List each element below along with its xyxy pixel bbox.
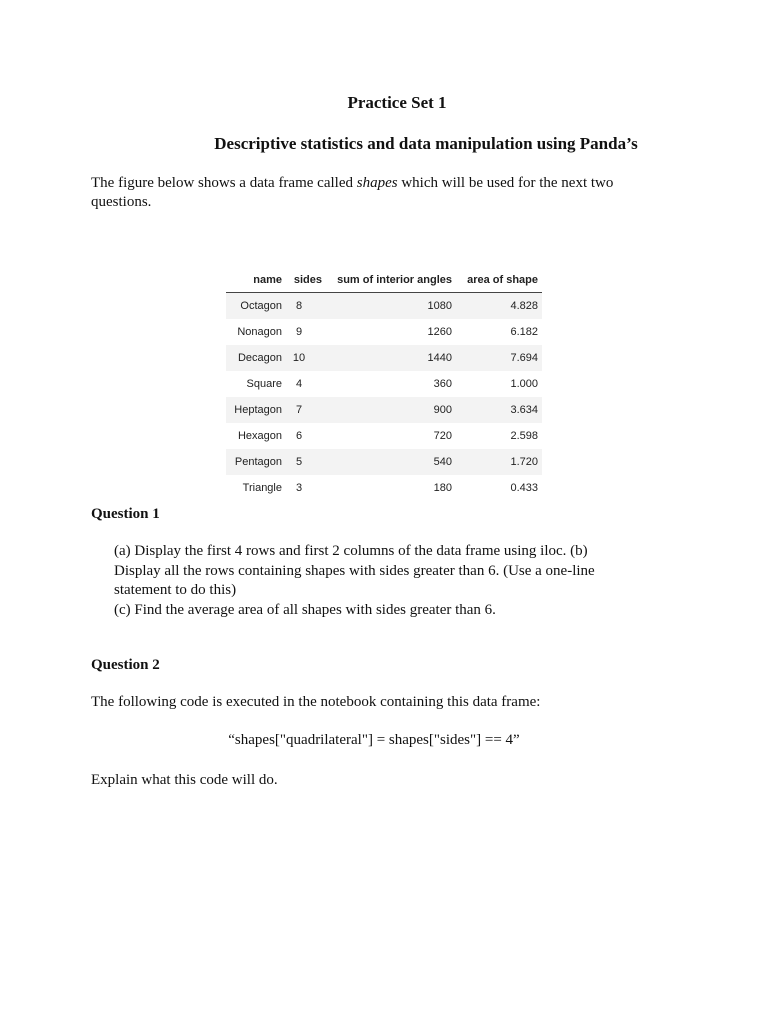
cell-sum-of-interior-angles: 720: [433, 430, 452, 442]
table-row: [226, 371, 542, 397]
question-2-prompt: Explain what this code will do.: [91, 772, 278, 788]
cell-area-of-shape: 1.720: [456, 449, 542, 475]
column-header-name: name: [226, 268, 286, 293]
cell-sum-of-interior-angles: 1080: [326, 293, 456, 320]
cell-area-of-shape: 7.694: [456, 345, 542, 371]
cell-name: Square: [246, 378, 282, 390]
cell-sum-of-interior-angles: 180: [433, 482, 452, 494]
cell-sides: 8: [286, 293, 326, 320]
dataframe-header-row: [226, 268, 542, 293]
column-header-sum-of-interior-angles: sum of interior angles: [326, 268, 456, 293]
cell-name: Triangle: [242, 482, 282, 494]
cell-name: Nonagon: [237, 326, 282, 338]
cell-sum-of-interior-angles: 1260: [427, 326, 452, 338]
page-title: Practice Set 1: [347, 93, 447, 112]
question-1-heading: Question 1: [91, 506, 160, 522]
intro-text-start: The figure below shows a data frame called: [91, 175, 357, 191]
cell-area-of-shape: 2.598: [510, 430, 538, 442]
cell-sides: 4: [295, 378, 303, 390]
cell-sides: 6: [295, 430, 303, 442]
table-row: [226, 475, 542, 501]
column-header-area-of-shape: area of shape: [456, 268, 542, 293]
intro-text-end: which will be used for the next two questions.: [91, 175, 614, 210]
question-2-text: The following code is executed in the notebook containing this data frame:: [91, 694, 541, 710]
table-row: [226, 345, 542, 371]
cell-sum-of-interior-angles: 1440: [326, 345, 456, 371]
cell-name: Heptagon: [226, 397, 286, 423]
cell-area-of-shape: 3.634: [456, 397, 542, 423]
page-subtitle: Descriptive statistics and data manipulation using Panda’s: [214, 134, 638, 153]
cell-area-of-shape: 6.182: [510, 326, 538, 338]
table-row: [226, 319, 542, 345]
cell-sides: 9: [295, 326, 303, 338]
cell-sides: 3: [295, 482, 303, 494]
cell-sides: 5: [286, 449, 326, 475]
dataframe-figure: [226, 268, 542, 501]
question-2-heading: Question 2: [91, 657, 160, 673]
table-row: [226, 449, 542, 475]
cell-name: Hexagon: [237, 430, 282, 442]
cell-area-of-shape: 1.000: [510, 378, 538, 390]
question-1-body: [114, 542, 614, 620]
column-header-sides: sides: [286, 268, 326, 293]
cell-sides: 7: [286, 397, 326, 423]
table-row: [226, 397, 542, 423]
intro-paragraph: [91, 174, 651, 212]
intro-emphasis: shapes: [356, 175, 398, 191]
cell-area-of-shape: 4.828: [456, 293, 542, 320]
code-snippet: “shapes["quadrilateral"] = shapes["sides"] == 4”: [228, 732, 520, 748]
cell-name: Pentagon: [226, 449, 286, 475]
cell-sum-of-interior-angles: 360: [433, 378, 452, 390]
dataframe-table: [226, 268, 542, 501]
cell-area-of-shape: 0.433: [510, 482, 538, 494]
cell-sum-of-interior-angles: 540: [326, 449, 456, 475]
cell-name: Decagon: [226, 345, 286, 371]
cell-sides: 10: [286, 345, 326, 371]
table-row: [226, 293, 542, 320]
table-row: [226, 423, 542, 449]
question-1-parts-a-b: (a) Display the first 4 rows and first 2 columns of the data frame using iloc. (b) Display all the rows containing shapes with sides greater than 6. (Use a one-line statement to do this): [114, 543, 595, 598]
cell-name: Octagon: [226, 293, 286, 320]
question-1-part-c: (c) Find the average area of all shapes with sides greater than 6.: [114, 601, 496, 618]
cell-sum-of-interior-angles: 900: [326, 397, 456, 423]
